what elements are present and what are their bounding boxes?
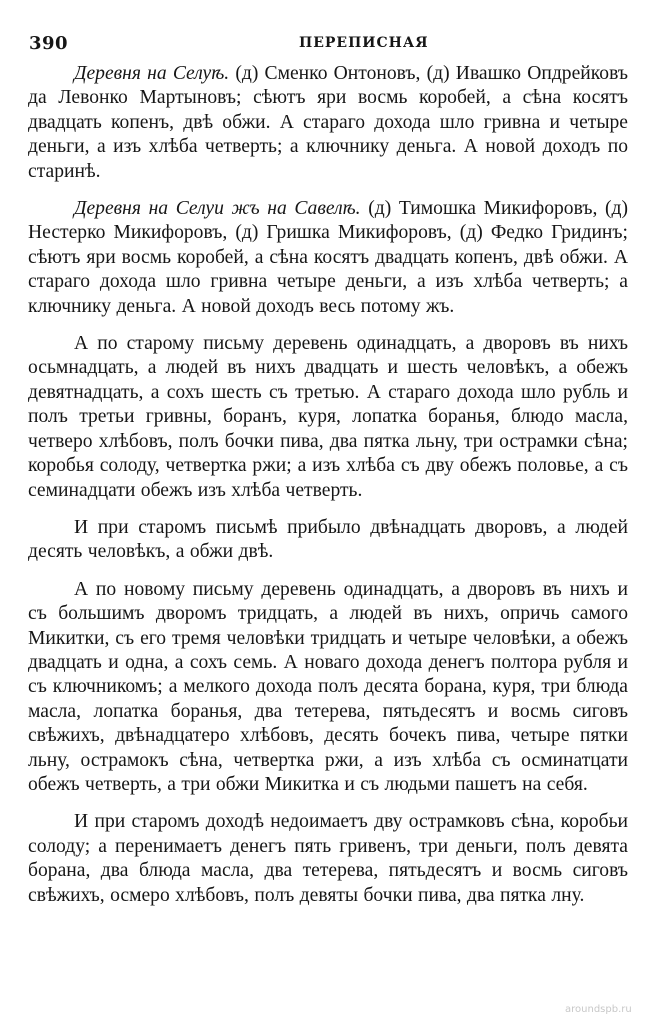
paragraph <box>28 62 628 184</box>
watermark: aroundspb.ru <box>565 1004 632 1015</box>
paragraph-text: А по старому письму деревень одинадцать, а дворовъ въ нихъ осьмнадцать, а людей въ нихъ двадцать и шесть человѣкъ, а обежъ девятнадцать, а сохъ шесть съ третью. А стараго дохода шло рубль и полъ третьи гривны, боранъ, куря, лопатка боранья, блюдо масла, четверо хлѣбовъ, полъ бочки пива, два пятка льну, три острамки сѣна; коробья солоду, четвертка ржи; а изъ хлѣба съ дву обежъ половье, а съ семинадцати обежъ изъ хлѣба четверть. <box>28 333 628 501</box>
paragraph-lead: Деревня на Селуѣ. <box>74 63 230 84</box>
paragraph-text: (д) Сменко Онтоновъ, (д) Ивашко Опдрейковъ да Левонко Мартыновъ; сѣютъ яри восмь коробей, а сѣна косятъ двадцать копенъ, двѣ обжи. А стараго дохода шло гривна и четыре деньги, а изъ хлѣба четверть; а ключнику деньга. А новой доходъ по старинѣ. <box>28 63 628 182</box>
paragraph-lead: Деревня на Селуи жъ на Савелѣ. <box>74 198 361 220</box>
paragraph-text: А по новому письму деревень одинадцать, а дворовъ въ нихъ и съ большимъ дворомъ тридцать, а людей въ нихъ, опричь самого Микитки, съ его тремя человѣки тридцать и четыре человѣки, а обежъ двадцать и одна, а сохъ семь. А новаго дохода денегъ полтора рубля и съ ключникомъ; а мелкого дохода полъ десята борана, куря, три блюда масла, лопатка боранья, два тетерева, пятьдесятъ и восмь сиговъ свѣжихъ, двѣнадцатеро хлѣбовъ, десять бочекъ пива, четыре пятки льну, острамокъ сѣна, четвертка ржи, а изъ хлѣба съ осминатцати обежъ четверть, а три обжи Микитка и съ людьми пашетъ на себя. <box>28 578 628 795</box>
paragraph <box>28 578 628 798</box>
paragraph-text: И при старомъ доходѣ недоимаетъ дву острамковъ сѣна, коробьи солоду; а перенимаетъ денегъ пять гривенъ, три деньги, полъ девята борана, два блюда масла, два тетерева, пятьдесятъ и восмь сиговъ свѣжихъ, осмеро хлѣбовъ, полъ девяты бочки пива, два пятка лну. <box>28 811 628 906</box>
body-text <box>28 62 628 908</box>
page-number: 390 <box>29 33 69 54</box>
running-head: ПЕРЕПИСНАЯ <box>299 35 429 51</box>
paragraph <box>28 332 628 503</box>
paragraph-text: И при старомъ письмѣ прибыло двѣнадцать дворовъ, а людей десять человѣкъ, а обжи двѣ. <box>28 516 628 563</box>
paragraph <box>28 810 628 908</box>
paragraph <box>28 197 628 319</box>
page-header <box>29 33 629 55</box>
paragraph <box>28 516 628 565</box>
paragraph-text: (д) Тимошка Микифоровъ, (д) Нестерко Микифоровъ, (д) Гришка Микифоровъ, (д) Федко Гридинъ; сѣютъ яри восмь коробей, а сѣна косятъ двадцать копенъ, двѣ обжи. А стараго дохода шло гривна четыре деньги, а изъ хлѣба четверть; а ключнику деньга. А новой доходъ весь потому жъ. <box>28 198 628 317</box>
